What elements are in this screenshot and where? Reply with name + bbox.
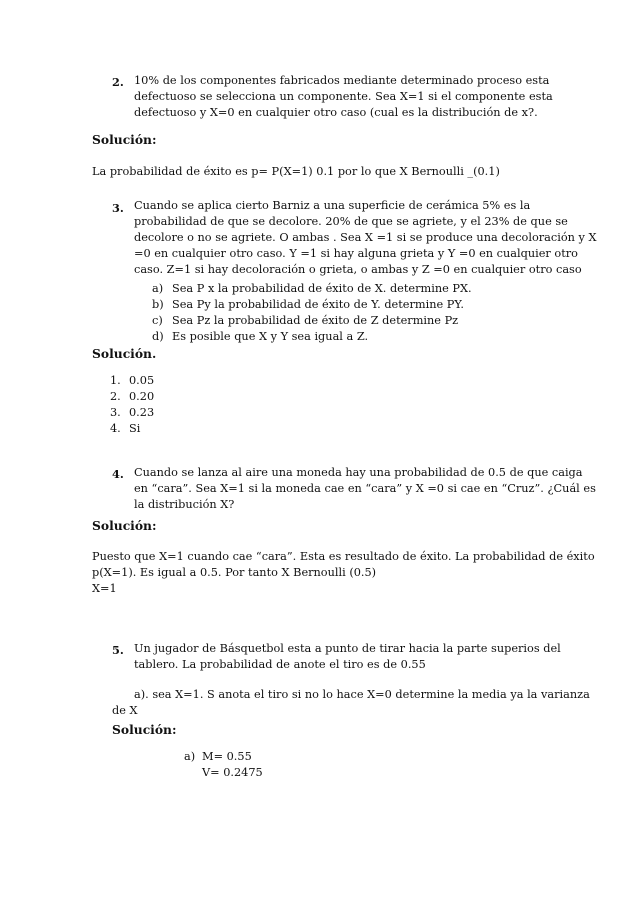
- question-2-solution-label: Solución:: [92, 132, 157, 147]
- subitem-c: c) Sea Pz la probabilidad de éxito de Z determine Pz: [152, 314, 459, 327]
- question-4-solution-line: p(X=1). Es igual a 0.5. Por tanto X Bernoulli (0.5): [92, 566, 377, 579]
- question-5-answer-m: a) M= 0.55: [184, 750, 252, 763]
- question-3-answers: [110, 373, 154, 437]
- question-3-subitems: [152, 281, 472, 345]
- question-5-solution-label: Solución:: [112, 722, 177, 737]
- question-5-answer: [184, 749, 263, 781]
- subitem-d: d) Es posible que X y Y sea igual a Z.: [152, 330, 369, 343]
- question-4-line: la distribución X?: [134, 498, 235, 511]
- question-5-part-a: a). sea X=1. S anota el tiro si no lo hace X=0 determine la media ya la varianza: [134, 688, 590, 701]
- question-2-line: 10% de los componentes fabricados mediante determinado proceso esta: [134, 74, 550, 87]
- answer-item: 1. 0.05: [110, 374, 155, 387]
- answer-item: 4. Si: [110, 422, 141, 435]
- answer-item: 2. 0.20: [110, 390, 155, 403]
- question-2-text: [134, 73, 638, 121]
- question-4-line: Cuando se lanza al aire una moneda hay una probabilidad de 0.5 de que caiga: [134, 466, 583, 479]
- question-4-number: 4.: [112, 467, 124, 481]
- question-5-line: Un jugador de Básquetbol esta a punto de tirar hacia la parte superios del: [134, 642, 561, 655]
- question-5-part-a-cont: de X: [112, 704, 138, 717]
- question-4-solution: [92, 549, 595, 597]
- question-4-solution-line: Puesto que X=1 cuando cae “cara”. Esta es resultado de éxito. La probabilidad de éxito: [92, 550, 595, 563]
- question-3-solution-label: Solución.: [92, 346, 157, 361]
- question-5-answer-v: V= 0.2475: [202, 766, 263, 779]
- answer-item: 3. 0.23: [110, 406, 155, 419]
- question-3-line: Cuando se aplica cierto Barniz a una superficie de cerámica 5% es la: [134, 199, 531, 212]
- question-4-solution-line: X=1: [92, 582, 117, 595]
- question-3-number: 3.: [112, 201, 124, 215]
- question-5-line: tablero. La probabilidad de anote el tiro es de 0.55: [134, 658, 426, 671]
- question-5-text: [134, 641, 638, 673]
- question-4-text: [134, 465, 638, 513]
- question-3-line: probabilidad de que se decolore. 20% de que se agriete, y el 23% de que se: [134, 215, 568, 228]
- question-2-solution-text: La probabilidad de éxito es p= P(X=1) 0.1 por lo que X Bernoulli _(0.1): [92, 165, 500, 178]
- question-4-solution-label: Solución:: [92, 518, 157, 533]
- question-2-number: 2.: [112, 75, 124, 89]
- question-4-line: en “cara”. Sea X=1 si la moneda cae en “cara” y X =0 si cae en “Cruz”. ¿Cuál es: [134, 482, 596, 495]
- question-2-line: defectuoso se selecciona un componente. Sea X=1 si el componente esta: [134, 90, 553, 103]
- question-3-line: =0 en cualquier otro caso. Y =1 si hay alguna grieta y Y =0 en cualquier otro: [134, 247, 578, 260]
- question-3-line: decolore o no se agriete. O ambas . Sea X =1 si se produce una decoloración y X: [134, 231, 597, 244]
- question-3-line: caso. Z=1 si hay decoloración o grieta, o ambas y Z =0 en cualquier otro caso: [134, 263, 582, 276]
- question-3-text: [134, 198, 638, 278]
- subitem-b: b) Sea Py la probabilidad de éxito de Y. determine PY.: [152, 298, 464, 311]
- subitem-a: a) Sea P x la probabilidad de éxito de X. determine PX.: [152, 282, 472, 295]
- question-2-line: defectuoso y X=0 en cualquier otro caso (cual es la distribución de x?.: [134, 106, 538, 119]
- question-5-number: 5.: [112, 643, 124, 657]
